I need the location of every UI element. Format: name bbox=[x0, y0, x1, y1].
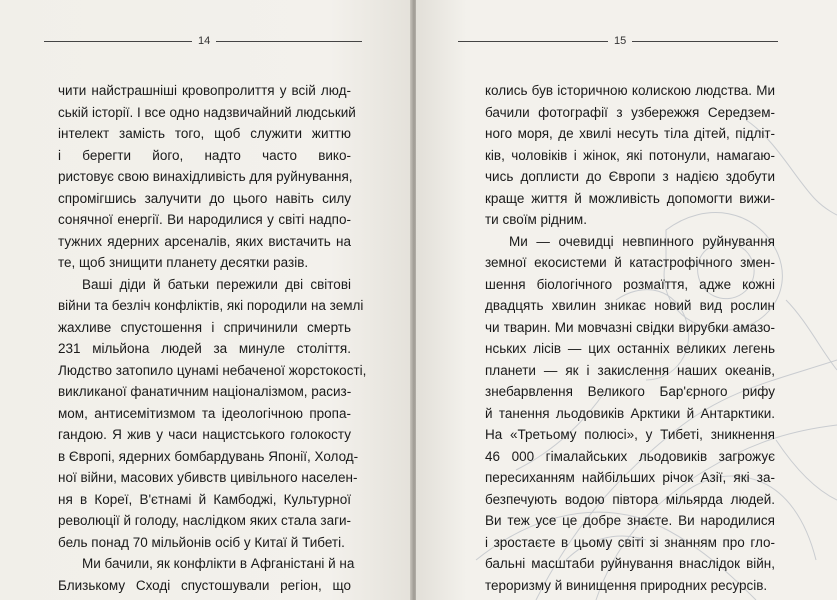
text-line: і зростаєте в цьому світі зі знанням про гло- bbox=[485, 534, 775, 550]
text-line: 46 000 гімалайських льодовиків загрожує bbox=[485, 448, 775, 464]
text-line: ристовує свою винахідливість для руйнування, bbox=[58, 169, 353, 184]
right-page bbox=[416, 0, 837, 600]
page-number: 15 bbox=[614, 35, 627, 47]
text-line: Ваші діди й батьки пережили дві світові bbox=[82, 276, 351, 292]
header-rule bbox=[216, 41, 362, 42]
text-line: й танення льодовиків Арктики й Антарктики. bbox=[485, 405, 775, 421]
text-line: ної війни, масових убивств цивільного населен- bbox=[58, 470, 358, 485]
text-line: і берегти його, надто часто вико- bbox=[58, 147, 351, 163]
text-line: ня в Кореї, В'єтнамі й Камбоджі, Культурної bbox=[58, 491, 351, 507]
text-line: тужних ядерних арсеналів, яких вистачить на bbox=[58, 233, 351, 249]
text-line: спромігшись залучити до цього навіть силу bbox=[58, 190, 351, 206]
text-line: колись був історичною колискою людства. Ми bbox=[485, 83, 775, 98]
text-line: На «Третьому полюсі», у Тибеті, зникнення bbox=[485, 427, 775, 442]
text-line: Ми — очевидці невпинного руйнування bbox=[509, 233, 775, 249]
text-line: знебарвлення Великого Бар'єрного рифу bbox=[485, 384, 775, 399]
text-line: чи тварин. Ми мовчазні свідки вирубки амазо- bbox=[485, 319, 775, 335]
text-line: шення біологічного розмаїття, адже кожні bbox=[485, 276, 775, 292]
header-rule bbox=[458, 41, 608, 42]
text-line: ти своїм рідним. bbox=[485, 212, 587, 227]
text-line: пересиханням найбільших річок Азії, які за- bbox=[485, 470, 775, 485]
text-line: війни та безліч конфліктів, які породили на землі bbox=[58, 298, 364, 313]
header-rule bbox=[44, 41, 192, 42]
text-line: безпечують водою півтора мільярда людей. bbox=[485, 491, 775, 507]
text-line: Ми бачили, як конфлікти в Афганістані й на bbox=[82, 556, 355, 571]
text-line: гандою. Я жив у часи нацистського голокосту bbox=[58, 427, 351, 442]
right-page-header bbox=[458, 33, 778, 49]
text-line: нських лісів — цих останніх великих легень bbox=[485, 341, 775, 356]
text-line: Ви теж усе це добре знаєте. Ви народилися bbox=[485, 513, 775, 528]
text-line: чись доплисти до Європи з надією здобути bbox=[485, 169, 775, 184]
text-line: Близькому Сході спустошували регіон, що bbox=[58, 577, 351, 593]
text-line: чити найстрашніші кровопролиття у всій люд- bbox=[58, 83, 351, 98]
text-line: інтелект замість того, щоб служити життю bbox=[58, 126, 351, 141]
text-line: земної екосистеми й катастрофічного змен- bbox=[485, 255, 775, 270]
text-line: тероризму й винищення природних ресурсів. bbox=[485, 577, 768, 593]
text-line: бель понад 70 мільйонів осіб у Китаї й Тибеті. bbox=[58, 534, 345, 550]
text-line: викликаної фанатичним націоналізмом, расиз- bbox=[58, 384, 352, 399]
text-line: двадцять хвилин зникає новий вид рослин bbox=[485, 298, 775, 313]
text-line: в Європі, ядерних бомбардувань Японії, Холод- bbox=[58, 448, 359, 464]
text-line: бачили фотографії з узбережжя Середзем- bbox=[485, 104, 775, 120]
left-page-body bbox=[58, 80, 367, 596]
text-line: Людство затопило цунамі небаченої жорстокості, bbox=[58, 362, 367, 378]
text-line: ків, чоловіків і жінок, які потонули, намагаю- bbox=[485, 147, 775, 163]
left-page-header bbox=[44, 33, 362, 49]
text-line: планети — як і закислення наших океанів, bbox=[485, 362, 775, 378]
text-line: краще життя й можливість допомогти вижи- bbox=[485, 190, 775, 206]
text-line: 231 мільйона людей за минуле століття. bbox=[58, 341, 351, 356]
text-line: сонячної енергії. Ви народилися у світі надпо- bbox=[58, 212, 351, 227]
header-rule bbox=[632, 41, 778, 42]
text-line: те, щоб знищити планету десятки разів. bbox=[58, 255, 309, 270]
text-line: ного моря, де хвилі несуть тіла дітей, підліт- bbox=[485, 126, 775, 141]
left-page bbox=[0, 0, 413, 600]
right-page-body bbox=[485, 80, 775, 596]
page-number: 14 bbox=[198, 35, 211, 47]
text-line: революції й голоду, наслідком яких стала заги- bbox=[58, 513, 352, 528]
text-line: мом, антисемітизмом та ідеологічною пропа- bbox=[58, 405, 351, 421]
text-line: жахливе спустошення і спричинили смерть bbox=[58, 319, 351, 335]
text-line: бальні масштаби руйнування внаслідок війн, bbox=[485, 556, 775, 571]
text-line: ській історії. І все одно надзвичайний людський bbox=[58, 104, 356, 120]
